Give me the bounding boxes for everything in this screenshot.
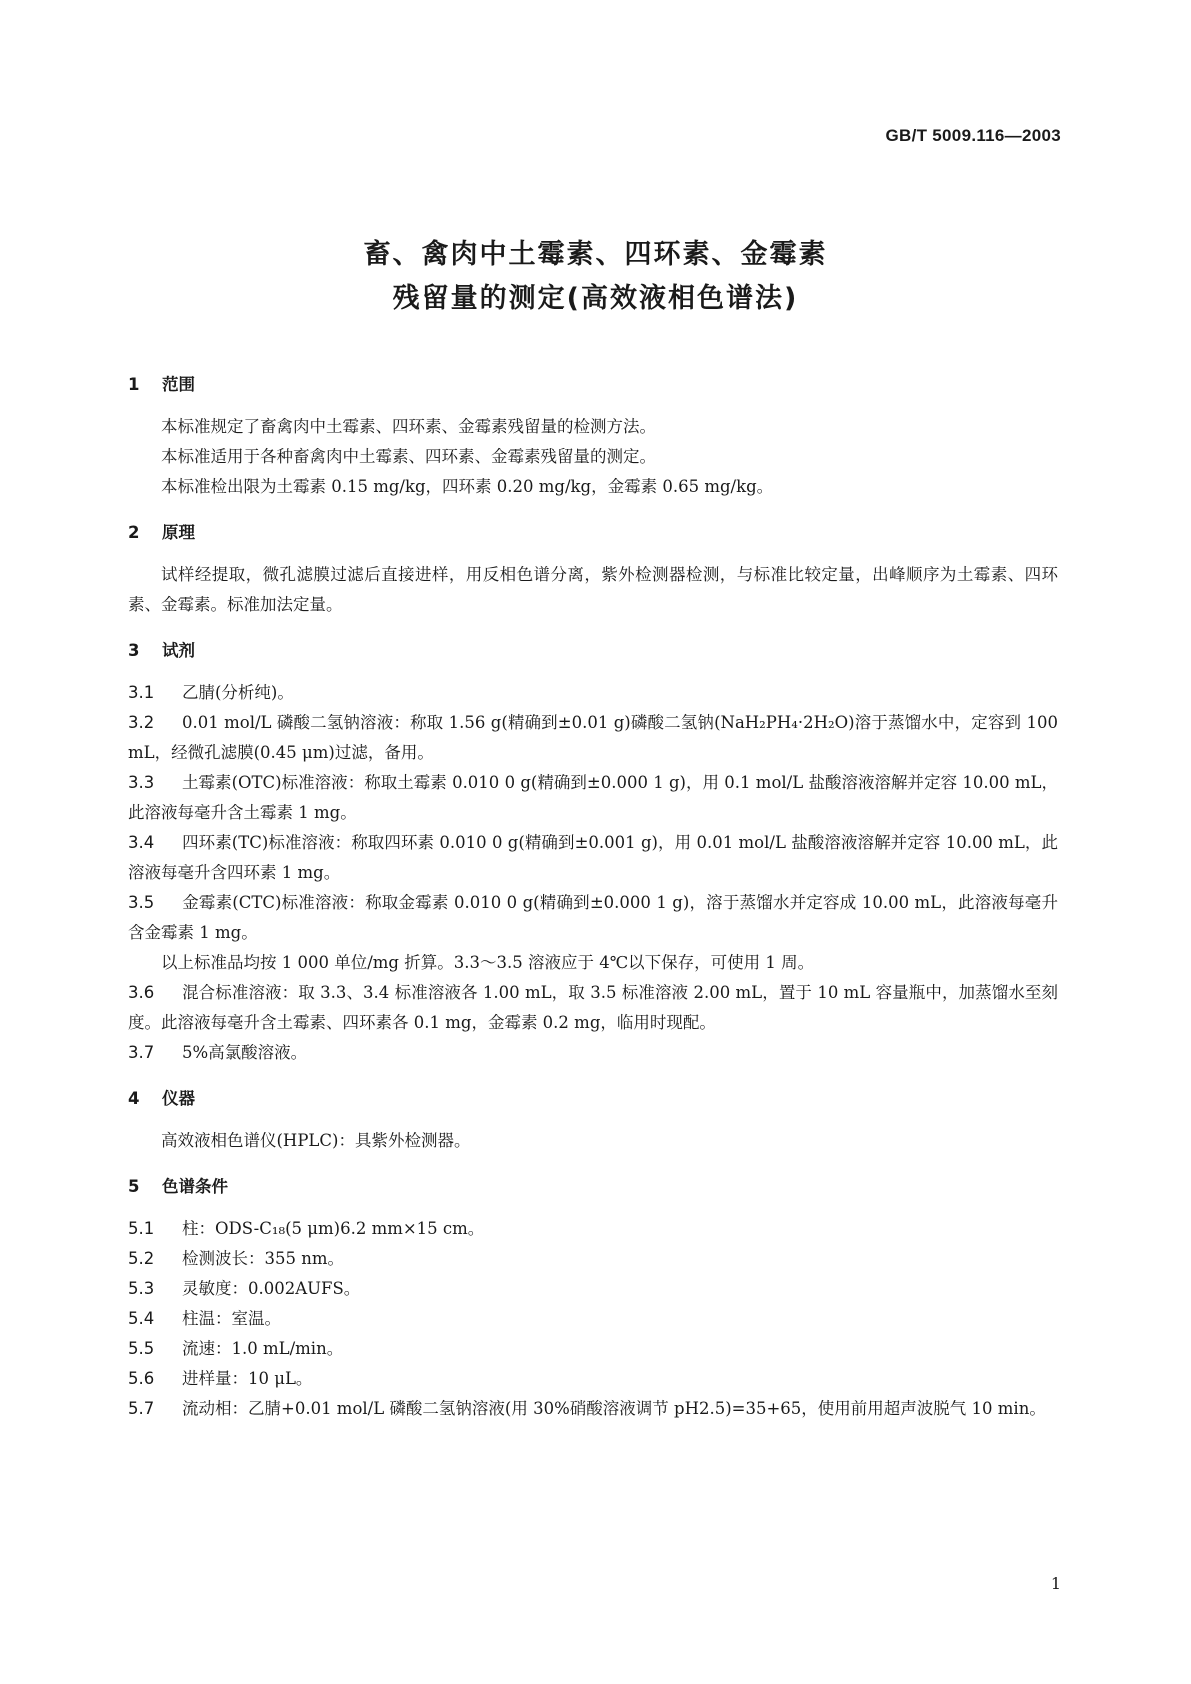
section-number: 2 [128,523,140,542]
clause-note: 以上标准品均按 1 000 单位/mg 折算。3.3～3.5 溶液应于 4℃以下保存，可使用 1 周。 [161,953,815,972]
section-heading-apparatus [128,1084,1058,1114]
clause-5-2: 5.2 检测波长：355 nm。 [128,1249,345,1268]
section-title: 原理 [162,523,195,542]
clause-3-6: 3.6 混合标准溶液：取 3.3、3.4 标准溶液各 1.00 mL，取 3.5 标准溶液 2.00 mL，置于 10 mL 容量瓶中，加蒸馏水至刻度。此溶液每毫升含土霉素、四环素各 0.1 mg，金霉素 0.2 mg，临用时现配。 [128,983,1058,1032]
clause-3-7: 3.7 5%高氯酸溶液。 [128,1043,308,1062]
clause-3-2: 3.2 0.01 mol/L 磷酸二氢钠溶液：称取 1.56 g(精确到±0.01 g)磷酸二氢钠(NaH₂PH₄·2H₂O)溶于蒸馏水中，定容到 100 mL，经微孔滤膜(0.45 μm)过滤，备用。 [128,713,1058,762]
section-title: 范围 [162,375,195,394]
page-number: 1 [1050,1574,1061,1593]
section-number: 5 [128,1177,140,1196]
section-heading-scope [128,370,1058,400]
section-number: 1 [128,375,140,394]
standard-code: GB/T 5009.116—2003 [885,126,1061,145]
clause-3-1: 3.1 乙腈(分析纯)。 [128,683,294,702]
paragraph: 本标准检出限为土霉素 0.15 mg/kg，四环素 0.20 mg/kg，金霉素 0.65 mg/kg。 [161,477,774,496]
clause-5-3: 5.3 灵敏度：0.002AUFS。 [128,1279,361,1298]
clause-5-4: 5.4 柱温：室温。 [128,1309,281,1328]
paragraph: 本标准规定了畜禽肉中土霉素、四环素、金霉素残留量的检测方法。 [161,417,656,436]
clause-5-1: 5.1 柱：ODS-C₁₈(5 μm)6.2 mm×15 cm。 [128,1219,485,1238]
section-number: 3 [128,641,140,660]
clause-5-5: 5.5 流速：1.0 mL/min。 [128,1339,344,1358]
document-title-line-1: 畜、禽肉中土霉素、四环素、金霉素 [363,239,828,270]
section-title: 试剂 [162,641,195,660]
section-heading-reagents [128,636,1058,666]
section-title: 色谱条件 [162,1177,228,1196]
clause-5-7: 5.7 流动相：乙腈+0.01 mol/L 磷酸二氢钠溶液(用 30%硝酸溶液调节 pH2.5)=35+65，使用前用超声波脱气 10 min。 [128,1399,1046,1418]
paragraph: 本标准适用于各种畜禽肉中土霉素、四环素、金霉素残留量的测定。 [161,447,656,466]
section-title: 仪器 [162,1089,195,1108]
paragraph: 高效液相色谱仪(HPLC)：具紫外检测器。 [161,1131,471,1150]
document-body [128,370,1058,1424]
clause-3-4: 3.4 四环素(TC)标准溶液：称取四环素 0.010 0 g(精确到±0.001 g)，用 0.01 mol/L 盐酸溶液溶解并定容 10.00 mL，此溶液每毫升含四环素 1 mg。 [128,833,1058,882]
clause-3-5: 3.5 金霉素(CTC)标准溶液：称取金霉素 0.010 0 g(精确到±0.000 1 g)，溶于蒸馏水并定容成 10.00 mL，此溶液每毫升含金霉素 1 mg。 [128,893,1058,942]
clause-5-6: 5.6 进样量：10 μL。 [128,1369,313,1388]
document-title-line-2: 残留量的测定(高效液相色谱法) [392,283,799,314]
paragraph: 试样经提取，微孔滤膜过滤后直接进样，用反相色谱分离，紫外检测器检测，与标准比较定量，出峰顺序为土霉素、四环素、金霉素。标准加法定量。 [128,565,1058,614]
section-number: 4 [128,1089,140,1108]
section-heading-chromatographic-conditions [128,1172,1058,1202]
clause-3-3: 3.3 土霉素(OTC)标准溶液：称取土霉素 0.010 0 g(精确到±0.000 1 g)，用 0.1 mol/L 盐酸溶液溶解并定容 10.00 mL，此溶液每毫升含土霉素 1 mg。 [128,773,1058,822]
section-heading-principle [128,518,1058,548]
